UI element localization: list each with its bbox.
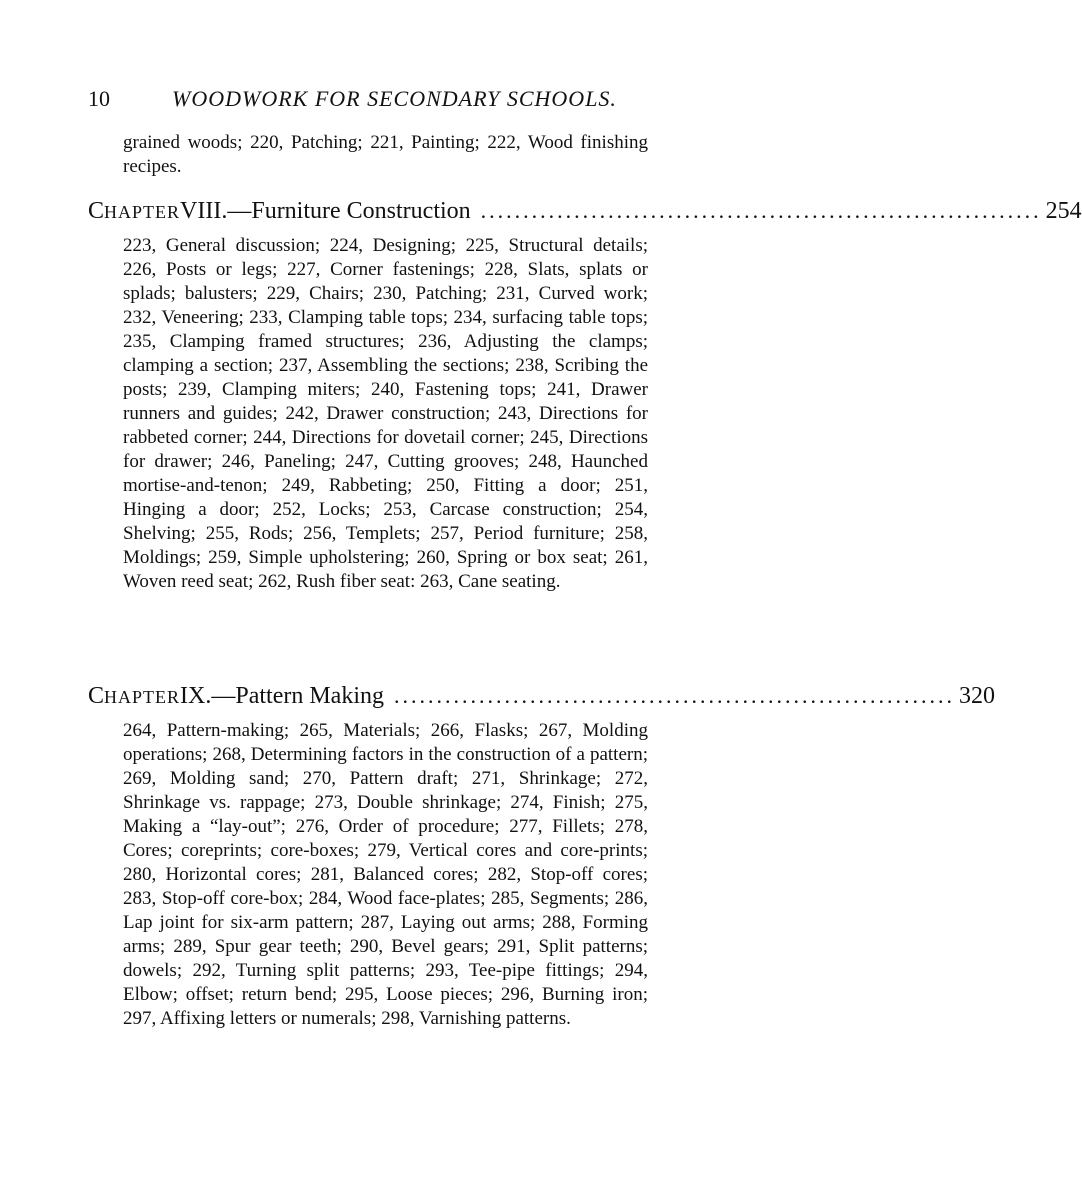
- chapter-numeral: VIII.: [180, 198, 228, 224]
- chapter-title: —Furniture Construction: [227, 198, 471, 224]
- chapter-word-initial: C: [88, 198, 105, 224]
- continued-contents-paragraph: grained woods; 220, Patching; 221, Painting; 222, Wood finishing recipes.: [123, 132, 648, 177]
- chapter-numeral: IX.: [180, 683, 212, 709]
- chapter-page-number: 254: [1045, 198, 1082, 224]
- page-number: 10: [88, 86, 110, 111]
- chapter-word: [88, 195, 180, 228]
- chapter-word-rest: HAPTER: [104, 687, 181, 707]
- running-header: [88, 84, 648, 114]
- chapter-contents-paragraph: 264, Pattern-making; 265, Materials; 266, Flasks; 267, Molding operations; 268, Determining factors in the construction of a pattern; 269, Molding sand; 270, Pattern draft; 271, Shrinkage; 272, Shrinkage vs. rappage; 273, Double shrinkage; 274, Finish; 275, Making a “lay-out”; 276, Order of procedure; 277, Fillets; 278, Cores; coreprints; core-boxes; 279, Vertical cores and core-prints; 280, Horizontal cores; 281, Balanced cores; 282, Stop-off cores; 283, Stop-off core-box; 284, Wood face-plates; 285, Segments; 286, Lap joint for six-arm pattern; 287, Laying out arms; 288, Forming arms; 289, Spur gear teeth; 290, Bevel gears; 291, Split patterns; dowels; 292, Turning split patterns; 293, Tee-pipe fittings; 294, Elbow; offset; return bend; 295, Loose pieces; 296, Burning iron; 297, Affixing letters or numerals; 298, Varnishing patterns.: [123, 720, 648, 1029]
- running-title: WOODWORK FOR SECONDARY SCHOOLS.: [172, 86, 617, 111]
- chapter-heading-viii[interactable]: [88, 195, 1082, 227]
- chapter-heading-ix[interactable]: [88, 680, 995, 712]
- chapter-contents-paragraph: 223, General discussion; 224, Designing; 225, Structural details; 226, Posts or legs; 227, Corner fastenings; 228, Slats, splats or splads; balusters; 229, Chairs; 230, Patching; 231, Curved work; 232, Veneering; 233, Clamping table tops; 234, surfacing table tops; 235, Clamping framed structures; 236, Adjusting the clamps; clamping a section; 237, Assembling the sections; 238, Scribing the posts; 239, Clamping miters; 240, Fastening tops; 241, Drawer runners and guides; 242, Drawer construction; 243, Directions for rabbeted corner; 244, Directions for dovetail corner; 245, Directions for drawer; 246, Paneling; 247, Cutting grooves; 248, Haunched mortise-and-tenon; 249, Rabbeting; 250, Fitting a door; 251, Hinging a door; 252, Locks; 253, Carcase construction; 254, Shelving; 255, Rods; 256, Templets; 257, Period furniture; 258, Moldings; 259, Simple upholstering; 260, Spring or box seat; 261, Woven reed seat; 262, Rush fiber seat: 263, Cane seating.: [123, 235, 648, 592]
- chapter-word-rest: HAPTER: [104, 202, 181, 222]
- chapter-word-initial: C: [88, 683, 105, 709]
- dot-leader: ..................................................................: [394, 683, 955, 708]
- chapter-word: [88, 680, 180, 713]
- chapter-page-number: 320: [959, 683, 995, 709]
- chapter-title: —Pattern Making: [211, 683, 384, 709]
- dot-leader: ..................................................................: [480, 198, 1042, 223]
